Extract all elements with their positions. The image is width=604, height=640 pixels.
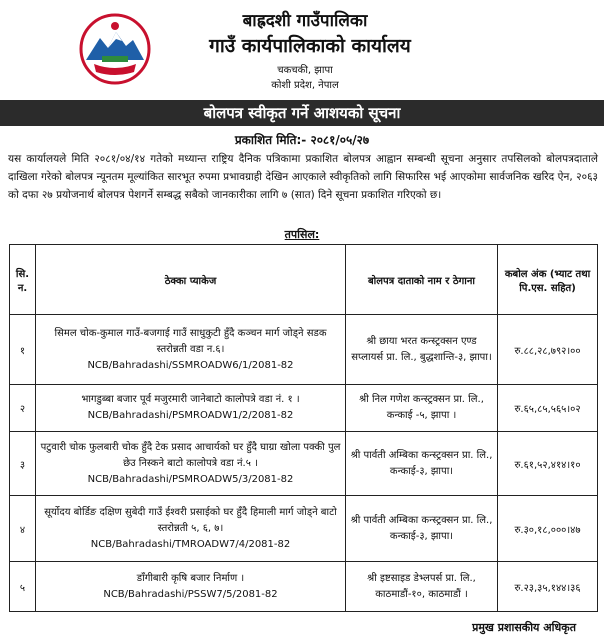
package-code: NCB/Bahradashi/TMROADW7/4/2081-82 xyxy=(90,538,291,550)
row-bidder: श्री इष्टसाइड डेभ्लपर्स प्रा. लि., काठमाडौं-१०, काठमाडौं । xyxy=(346,562,498,612)
table-row xyxy=(10,315,598,385)
header-bidder: बोलपत्र दाताको नाम र ठेगाना xyxy=(346,245,498,315)
row-serial: २ xyxy=(10,385,36,432)
table-header-row xyxy=(10,245,598,315)
row-package xyxy=(36,315,346,385)
row-serial: ५ xyxy=(10,562,36,612)
row-amount: रु.२३,३५,१४४।३६ xyxy=(498,562,598,612)
row-serial: ४ xyxy=(10,496,36,562)
table-row xyxy=(10,432,598,496)
office-name: गाउँ कार्यपालिकाको कार्यालय xyxy=(209,35,411,57)
province-name: कोशी प्रदेश, नेपाल xyxy=(271,80,339,91)
notice-header xyxy=(0,0,604,100)
package-code: NCB/Bahradashi/PSMROADW5/3/2081-82 xyxy=(87,473,294,485)
row-amount: रु.३०,१८,०००।४७ xyxy=(498,496,598,562)
row-package xyxy=(36,496,346,562)
table-row xyxy=(10,562,598,612)
office-location: चकचकी, झापा xyxy=(277,65,333,76)
header-serial: सि. न. xyxy=(10,245,36,315)
row-amount: रु.८८,२८,७९२।०० xyxy=(498,315,598,385)
row-bidder: श्री पार्वती अम्बिका कन्स्ट्रक्सन प्रा. लि., कन्काई-३, झापा। xyxy=(346,432,498,496)
bid-table xyxy=(9,244,598,612)
package-desc: पटुवारी चोक फुलबारी चोक हुँदै टेक प्रसाद आचार्यको घर हुँदै घाग्रा खोला पक्की पुल छेउ निस्कने बाटो कालोपत्रे वडा नं.५ । xyxy=(40,441,341,469)
row-package xyxy=(36,432,346,496)
header-package: ठेक्का प्याकेज xyxy=(36,245,346,315)
nepal-emblem-icon xyxy=(78,12,152,86)
table-row xyxy=(10,385,598,432)
row-bidder: श्री निल गणेश कन्स्ट्रक्सन प्रा. लि., कन्काई -५, झापा । xyxy=(346,385,498,432)
notice-title-banner: बोलपत्र स्वीकृत गर्ने आशयको सूचना xyxy=(0,100,604,126)
package-code: NCB/Bahradashi/PSSW7/5/2081-82 xyxy=(103,588,278,600)
package-desc: सिमल चोक-कुमाल गाउँ-बजगाई गाउँ साधुकुटी हुँदै कञ्चन मार्ग जोड्ने सडक स्तरोन्नती वडा न.६। xyxy=(54,327,327,355)
table-row xyxy=(10,496,598,562)
municipality-name: बाह्रदशी गाउँपालिका xyxy=(242,11,368,31)
notice-body: यस कार्यालयले मिति २०८१/०४/१४ गतेको मध्यान्त राष्ट्रिय दैनिक पत्रिकामा प्रकाशित बोलपत्र आह्वान सम्बन्धी सूचना अनुसार तपसिलको बोलपत्रदाताले दाखिला गरेको बोलपत्र न्यूनतम मूल्यांकित सारभूत रुपमा प्रभावग्राही देखिन आएकाले स्वीकृतिको लागि सिफारिस भई आएकोमा सार्वजनिक खरिद ऐन, २०६३ को दफा २७ प्रयोजनार्थ बोलपत्र पेशगर्ने सम्बद्ध सबैको जानकारीका लागि ७ (सात) दिने सूचना प्रकाशित गरिएको छ। xyxy=(8,153,598,201)
package-code: NCB/Bahradashi/SSMROADW6/1/2081-82 xyxy=(87,359,294,371)
row-package xyxy=(36,562,346,612)
publication-date: प्रकाशित मिति:- २०८१/०५/२७ xyxy=(234,133,370,147)
row-serial: १ xyxy=(10,315,36,385)
row-package xyxy=(36,385,346,432)
package-desc: भागडुब्बा बजार पूर्व मजुरमारी जानेबाटो कालोपत्रे वडा नं. १ । xyxy=(81,394,300,405)
package-desc: सूर्योदय बोर्डिङ दक्षिण सुबेदी गाउँ ईश्वरी प्रसाईको घर हुँदै हिमाली मार्ग जोड्ने बाटो स्तरोन्नती ५, ६, ७। xyxy=(44,506,337,534)
row-amount: रु.६१,५२,४१४।१० xyxy=(498,432,598,496)
details-heading: तपसिल: xyxy=(284,228,320,241)
row-bidder: श्री पार्वती अम्बिका कन्स्ट्रक्सन प्रा. लि., कन्काई-३, झापा। xyxy=(346,496,498,562)
package-code: NCB/Bahradashi/PSMROADW1/2/2081-82 xyxy=(87,410,294,421)
row-bidder: श्री छाया भरत कन्स्ट्रक्सन एण्ड सप्लायर्स प्रा. लि., बुद्धशान्ति-३, झापा। xyxy=(346,315,498,385)
package-desc: डाँगीबारी कृषि बजार निर्माण । xyxy=(136,572,245,584)
header-amount: कबोल अंक (भ्याट तथा पि.एस. सहित) xyxy=(498,245,598,315)
signatory-title: प्रमुख प्रशासकीय अधिकृत xyxy=(472,621,576,634)
row-serial: ३ xyxy=(10,432,36,496)
row-amount: रु.६५,८५,५६५।०२ xyxy=(498,385,598,432)
